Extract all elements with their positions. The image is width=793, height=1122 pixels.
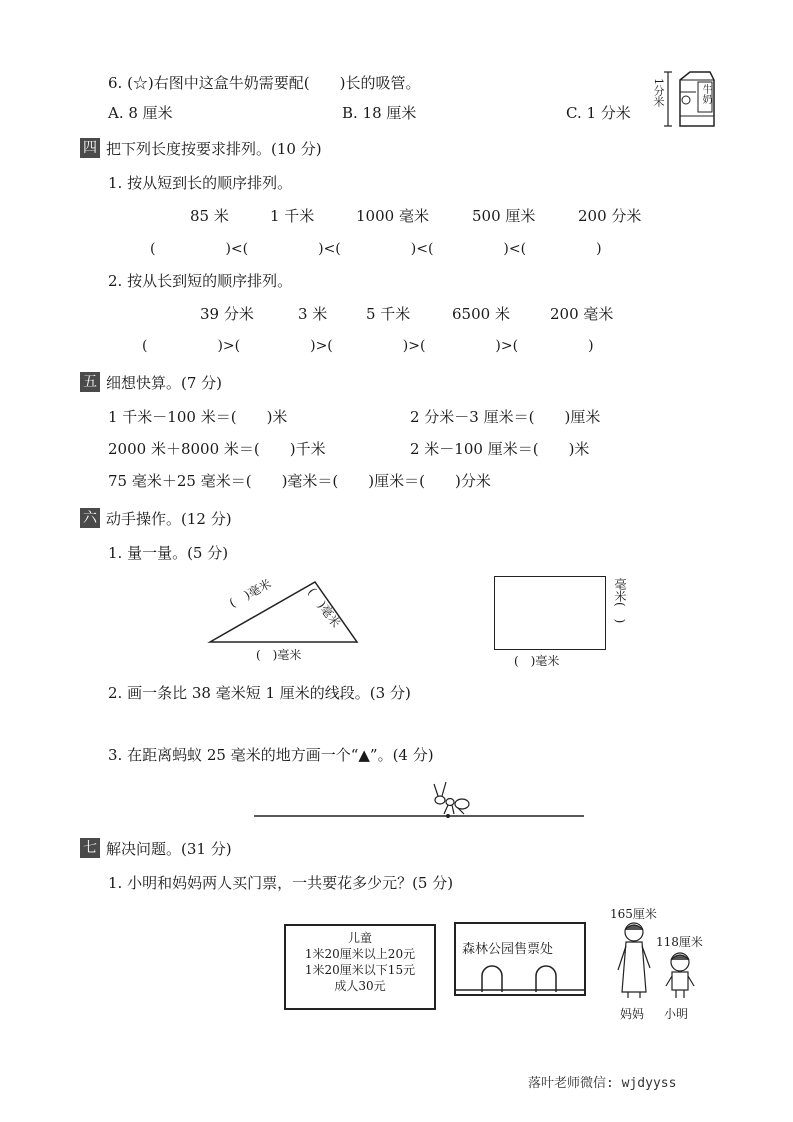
s7-q1-stem: 1. 小明和妈妈两人买门票，一共要花多少元？(5 分) <box>108 874 454 892</box>
s5-calc[interactable]: 2 分米－3 厘米＝( )厘米 <box>410 408 601 426</box>
s5-calc-long[interactable]: 75 毫米＋25 毫米＝( )毫米＝( )厘米＝( )分米 <box>108 472 491 490</box>
kid-name-label: 小明 <box>664 1007 689 1021</box>
s4-q1-item: 200 分米 <box>578 207 642 225</box>
s6-q3-stem: 3. 在距离蚂蚁 25 毫米的地方画一个“▲”。(4 分) <box>108 746 434 764</box>
section-4-title: 把下列长度按要求排列。(10 分) <box>106 140 322 158</box>
s4-q2-item: 39 分米 <box>200 305 254 323</box>
ticket-booth-title: 森林公园售票处 <box>462 942 554 957</box>
rectangle-bottom-side-label[interactable]: ( )毫米 <box>514 654 560 668</box>
section-6-badge: 六 <box>80 508 100 528</box>
ant-icon <box>434 782 469 814</box>
s5-calc[interactable]: 2 米－100 厘米＝( )米 <box>410 440 590 458</box>
section-5-title: 细想快算。(7 分) <box>106 374 223 392</box>
s4-q2-item: 200 毫米 <box>550 305 614 323</box>
s4-q1-item: 500 厘米 <box>472 207 536 225</box>
mom-height-label: 165厘米 <box>610 907 657 921</box>
q6-option-c: C. 1 分米 <box>566 104 631 122</box>
price-line: 1米20厘米以上20元 <box>304 947 416 961</box>
s6-q1-stem: 1. 量一量。(5 分) <box>108 544 229 562</box>
price-line: 1米20厘米以下15元 <box>304 963 416 977</box>
price-line: 成人30元 <box>334 979 386 993</box>
q6-option-a: A. 8 厘米 <box>108 104 173 122</box>
s4-q2-item: 3 米 <box>298 305 328 323</box>
price-line: 儿童 <box>347 931 372 945</box>
s4-q1-stem: 1. 按从短到长的顺序排列。 <box>108 174 293 192</box>
triangle-bottom-side-label[interactable]: ( )毫米 <box>256 648 302 662</box>
s4-q2-answer-blanks[interactable]: ( )>( )>( )>( )>( ) <box>142 338 594 354</box>
boy-icon <box>666 953 694 998</box>
section-5-badge: 五 <box>80 372 100 392</box>
s5-calc[interactable]: 2000 米＋8000 米＝( )千米 <box>108 440 326 458</box>
q6-option-b: B. 18 厘米 <box>342 104 417 122</box>
s4-q1-item: 1000 毫米 <box>356 207 429 225</box>
mom-name-label: 妈妈 <box>620 1007 645 1021</box>
milk-box-dimension-label: 1分米 <box>652 78 665 107</box>
kid-height-label: 118厘米 <box>656 935 703 949</box>
s4-q2-stem: 2. 按从长到短的顺序排列。 <box>108 272 293 290</box>
s4-q2-item: 5 千米 <box>366 305 411 323</box>
ticket-price-board <box>284 924 436 1010</box>
s5-calc[interactable]: 1 千米－100 米＝( )米 <box>108 408 288 426</box>
q6-stem: 6. (☆)右图中这盒牛奶需要配( )长的吸管。 <box>108 74 421 92</box>
section-4-badge: 四 <box>80 138 100 158</box>
rectangle-right-side-label[interactable]: 毫米( ) <box>613 578 627 624</box>
section-7-badge: 七 <box>80 838 100 858</box>
ticket-booth-windows <box>454 960 586 996</box>
section-6-title: 动手操作。(12 分) <box>106 510 232 528</box>
rectangle-figure <box>494 576 606 650</box>
triangle-left-side-label[interactable]: ( )毫米 <box>226 576 274 611</box>
mother-icon <box>618 923 650 998</box>
s4-q1-answer-blanks[interactable]: ( )<( )<( )<( )<( ) <box>150 241 602 257</box>
ant-line-figure <box>254 776 586 820</box>
footer-contact: 落叶老师微信: wjdyyss <box>528 1076 677 1091</box>
people-figure <box>614 920 704 1002</box>
triangle-right-side-label[interactable]: ( )毫米 <box>305 585 344 631</box>
milk-box-text: 牛奶 <box>700 84 711 104</box>
s6-q2-stem: 2. 画一条比 38 毫米短 1 厘米的线段。(3 分) <box>108 684 411 702</box>
s4-q1-item: 85 米 <box>190 207 229 225</box>
s4-q1-item: 1 千米 <box>270 207 315 225</box>
s4-q2-item: 6500 米 <box>452 305 510 323</box>
section-7-title: 解决问题。(31 分) <box>106 840 232 858</box>
